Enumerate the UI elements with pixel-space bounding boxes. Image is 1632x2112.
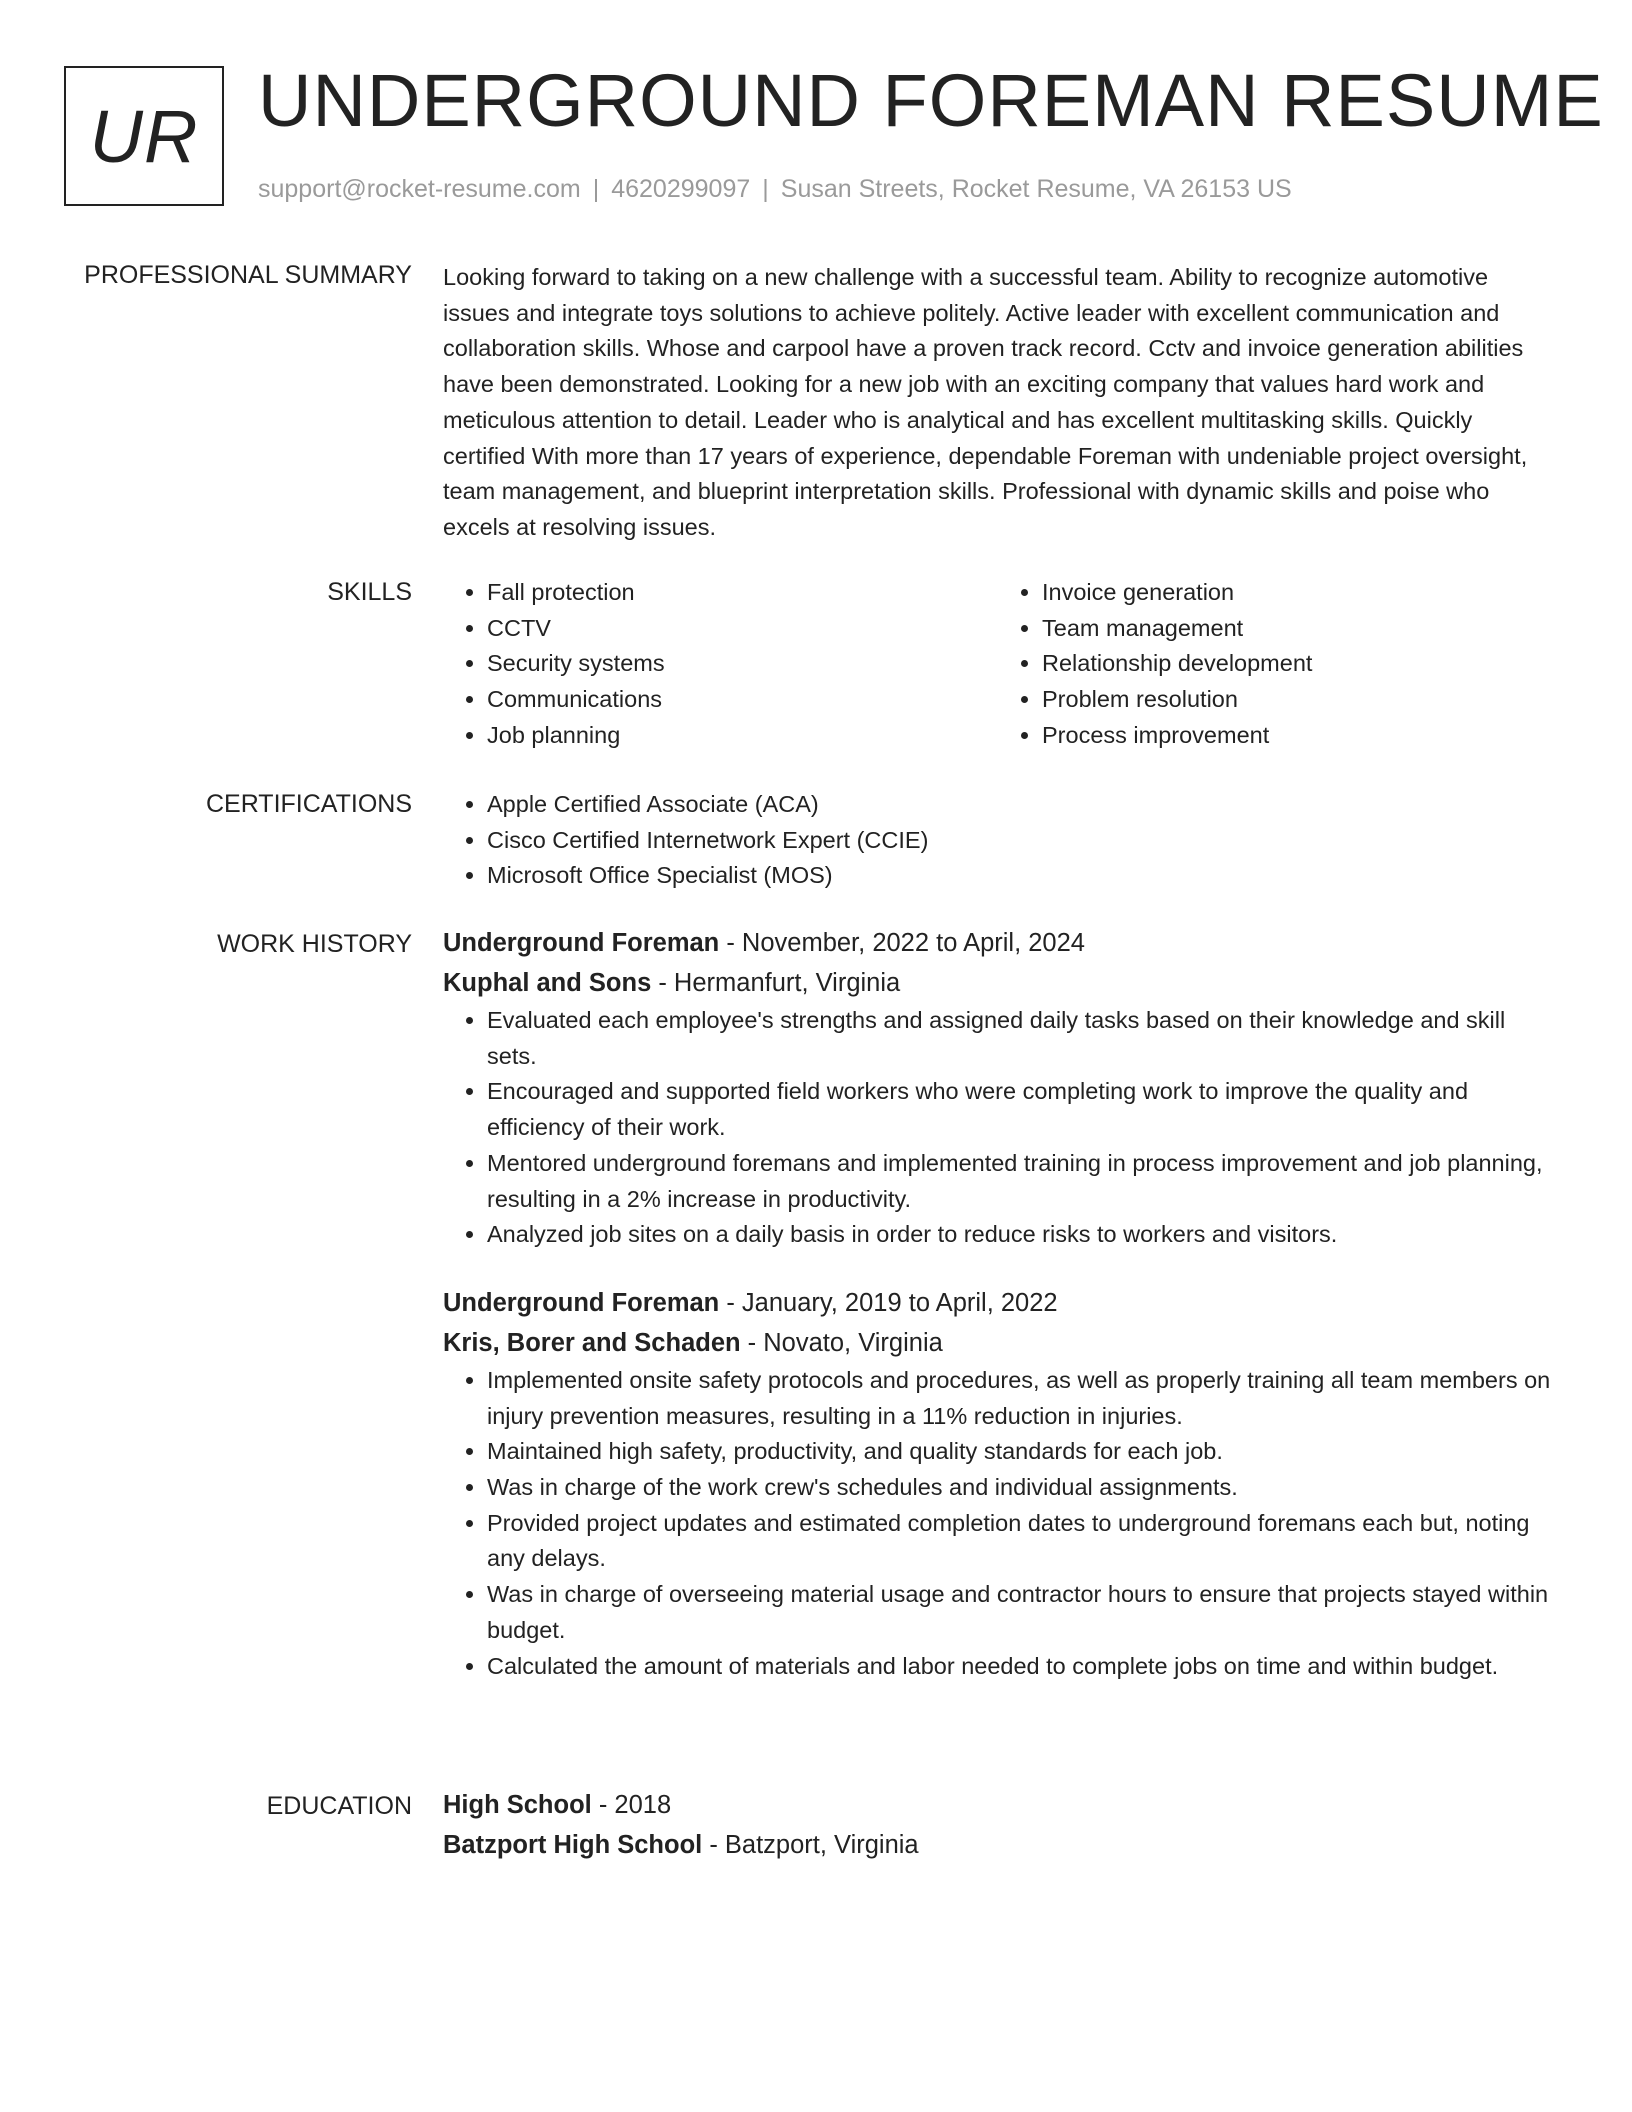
skills-list-right <box>998 575 1553 754</box>
skills-list-left <box>443 575 998 754</box>
skill-item: • Communications <box>487 682 998 718</box>
resume-title: UNDERGROUND FOREMAN RESUME <box>258 59 1604 142</box>
job-title-line <box>443 923 1553 963</box>
section-label-work-history: WORK HISTORY <box>217 930 412 958</box>
contact-line <box>258 172 1292 206</box>
skill-item: • Team management <box>1042 611 1553 647</box>
job-title-line <box>443 1283 1553 1323</box>
work-history-body <box>443 923 1553 1684</box>
job-title: Underground Foreman <box>443 1288 720 1317</box>
skill-item: • Fall protection <box>487 575 998 611</box>
education-school-line <box>443 1825 1553 1865</box>
education-body <box>443 1785 1553 1865</box>
job-location: - Hermanfurt, Virginia <box>651 969 901 997</box>
summary-text: Looking forward to taking on a new challenge with a successful team. Ability to recognize automotive issues and integrate toys solutions to achieve politely. Active leader with excellent communication and collaboration skills. Whose and carpool have a proven track record. Cctv and invoice generation abilities have been demonstrated. Looking for a new job with an exciting company that values hard work and meticulous attention to detail. Leader who is analytical and has excellent multitasking skills. Quickly certified With more than 17 years of experience, dependable Foreman with undeniable project oversight, team management, and blueprint interpretation skills. Professional with dynamic skills and poise who excels at resolving issues. <box>443 264 1528 540</box>
section-label-skills: SKILLS <box>327 578 412 606</box>
job-bullet: • Analyzed job sites on a daily basis in order to reduce risks to workers and visitors. <box>487 1217 1553 1253</box>
job-dates: - November, 2022 to April, 2024 <box>719 929 1085 957</box>
certifications-list <box>443 787 1553 894</box>
education-school: Batzport High School <box>443 1831 703 1859</box>
skill-item: • Job planning <box>487 718 998 754</box>
section-label-education: EDUCATION <box>266 1792 412 1820</box>
job-company-line <box>443 963 1553 1003</box>
skill-item: • Process improvement <box>1042 718 1553 754</box>
job-bullet: • Was in charge of overseeing material usage and contractor hours to ensure that projects stayed within budget. <box>487 1577 1553 1648</box>
education-degree-line <box>443 1785 1553 1825</box>
job-bullet: • Was in charge of the work crew's schedules and individual assignments. <box>487 1470 1553 1506</box>
skill-item: • Invoice generation <box>1042 575 1553 611</box>
job-company: Kris, Borer and Schaden <box>443 1328 741 1357</box>
certifications-body <box>443 787 1553 894</box>
job-bullet: • Implemented onsite safety protocols and procedures, as well as properly training all team members on injury prevention measures, resulting in a 11% reduction in injuries. <box>487 1363 1553 1434</box>
section-label-certifications: CERTIFICATIONS <box>205 790 412 818</box>
skills-columns <box>443 575 1553 754</box>
education-location: - Batzport, Virginia <box>702 1831 919 1859</box>
job-bullet: • Provided project updates and estimated completion dates to underground foremans each but, noting any delays. <box>487 1506 1553 1577</box>
job-bullet: • Encouraged and supported field workers who were completing work to improve the quality and efficiency of their work. <box>487 1074 1553 1145</box>
skills-body <box>443 575 1553 754</box>
job-bullets <box>443 1003 1553 1253</box>
contact-email[interactable]: support@rocket-resume.com <box>258 175 581 203</box>
skill-item: • Relationship development <box>1042 646 1553 682</box>
skill-item: • CCTV <box>487 611 998 647</box>
job-company-line <box>443 1323 1553 1363</box>
skill-item: • Security systems <box>487 646 998 682</box>
job-entry <box>443 1283 1553 1684</box>
job-bullet: • Maintained high safety, productivity, and quality standards for each job. <box>487 1434 1553 1470</box>
section-label-summary: PROFESSIONAL SUMMARY <box>84 261 412 289</box>
contact-separator: | <box>762 175 769 203</box>
summary-body <box>443 260 1553 546</box>
job-bullets <box>443 1363 1553 1684</box>
contact-separator: | <box>592 175 600 203</box>
job-bullet: • Evaluated each employee's strengths and assigned daily tasks based on their knowledge and skill sets. <box>487 1003 1553 1074</box>
job-entry <box>443 923 1553 1253</box>
education-year: - 2018 <box>591 1791 672 1819</box>
job-dates: - January, 2019 to April, 2022 <box>719 1288 1058 1317</box>
certification-item: • Apple Certified Associate (ACA) <box>487 787 1553 823</box>
monogram: UR <box>64 66 224 206</box>
education-degree: High School <box>443 1791 592 1819</box>
job-location: - Novato, Virginia <box>740 1328 943 1357</box>
certification-item: • Cisco Certified Internetwork Expert (CCIE) <box>487 823 1553 859</box>
contact-phone[interactable]: 4620299097 <box>611 175 751 203</box>
job-bullet: • Calculated the amount of materials and labor needed to complete jobs on time and within budget. <box>487 1649 1553 1685</box>
job-bullet: • Mentored underground foremans and implemented training in process improvement and job planning, resulting in a 2% increase in productivity. <box>487 1146 1553 1217</box>
skill-item: • Problem resolution <box>1042 682 1553 718</box>
certification-item: • Microsoft Office Specialist (MOS) <box>487 858 1553 894</box>
contact-address: Susan Streets, Rocket Resume, VA 26153 US <box>780 175 1292 203</box>
job-company: Kuphal and Sons <box>443 969 652 997</box>
job-title: Underground Foreman <box>443 929 720 957</box>
